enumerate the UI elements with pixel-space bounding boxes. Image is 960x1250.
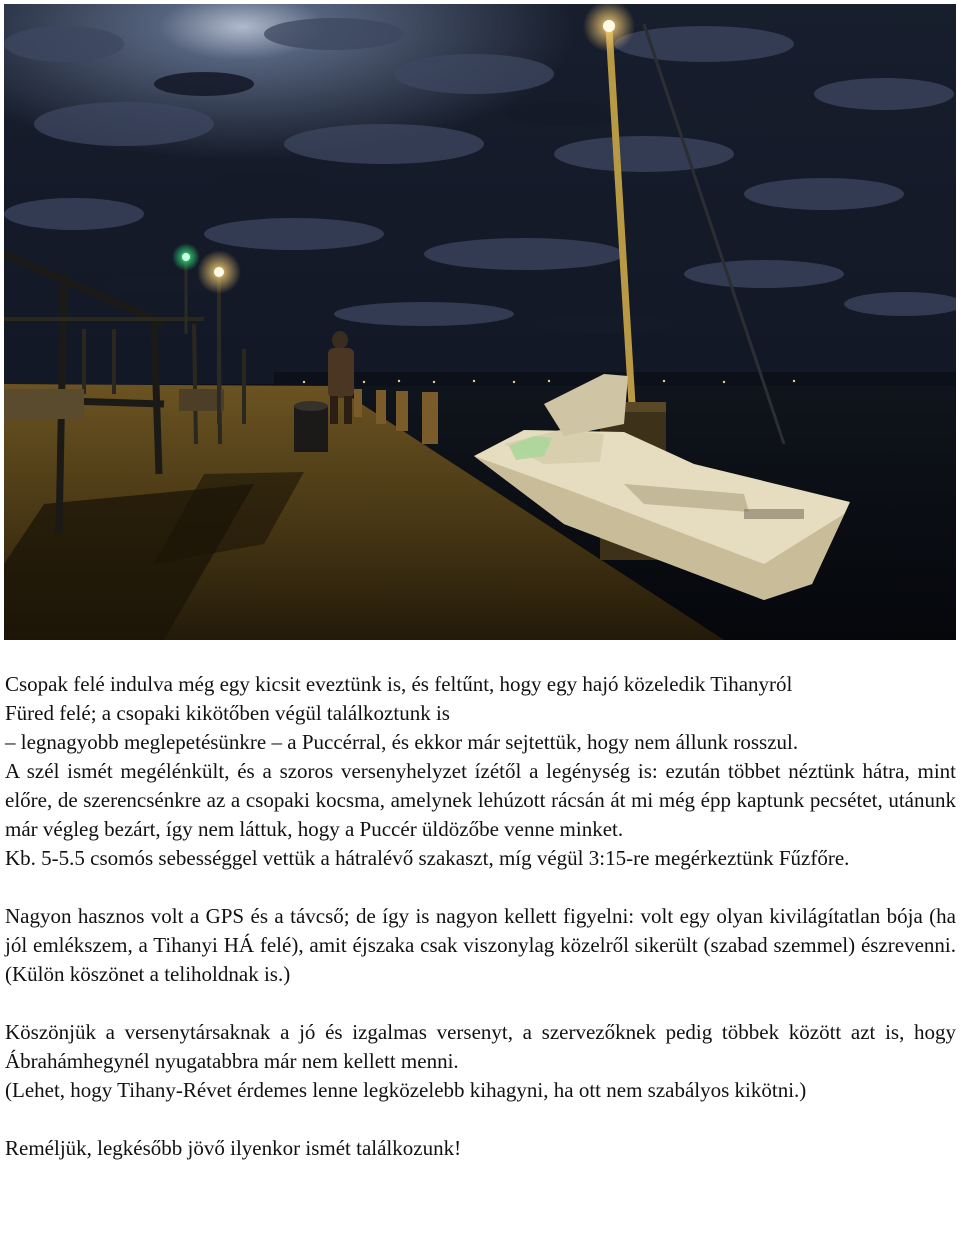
text-line: Kb. 5-5.5 csomós sebességgel vettük a hátralévő szakaszt, míg végül 3:15-re megérkeztünk Fűzfőre.: [5, 846, 850, 870]
night-harbor-photo: [4, 4, 956, 640]
text-line: Füred felé; a csopaki kikötőben végül találkoztunk is: [5, 701, 450, 725]
text-line: Reméljük, legkésőbb jövő ilyenkor ismét találkozunk!: [5, 1136, 462, 1160]
text-line: Köszönjük a versenytársaknak a jó és izgalmas versenyt, a szervezőknek pedig többek között azt is, hogy Ábrahámhegynél nyugatabbra már nem kellett menni.: [5, 1020, 956, 1073]
article-text: [5, 670, 956, 1163]
paragraph-thanks: [5, 1018, 956, 1105]
photo-illustration: [4, 4, 956, 640]
text-line: (Lehet, hogy Tihany-Révet érdemes lenne legközelebb kihagyni, ha ott nem szabályos kikötni.): [5, 1078, 807, 1102]
paragraph-arrival: [5, 670, 956, 873]
paragraph-navigation: [5, 902, 956, 989]
text-line: A szél ismét megélénkült, és a szoros versenyhelyzet ízétől a legénység is: ezután többet néztünk hátra, mint előre, de szerencsénkre az a csopaki kocsma, amelynek lehúzott rácsán át mi még épp kaptunk pecsétet, utánunk már végleg bezárt, így nem láttuk, hogy a Puccér üldözőbe venne minket.: [5, 759, 956, 841]
text-line: Csopak felé indulva még egy kicsit eveztünk is, és feltűnt, hogy egy hajó közeledik Tihanyról: [5, 672, 793, 696]
text-line: Nagyon hasznos volt a GPS és a távcső; de így is nagyon kellett figyelni: volt egy olyan kivilágítatlan bója (ha jól emlékszem, a Tihanyi HÁ felé), amit éjszaka csak viszonylag közelről sikerült (szabad szemmel) észrevenni. (Külön köszönet a teliholdnak is.): [5, 904, 956, 986]
paragraph-closing: [5, 1134, 956, 1163]
text-line: – legnagyobb meglepetésünkre – a Puccérral, és ekkor már sejtettük, hogy nem állunk rosszul.: [5, 730, 799, 754]
